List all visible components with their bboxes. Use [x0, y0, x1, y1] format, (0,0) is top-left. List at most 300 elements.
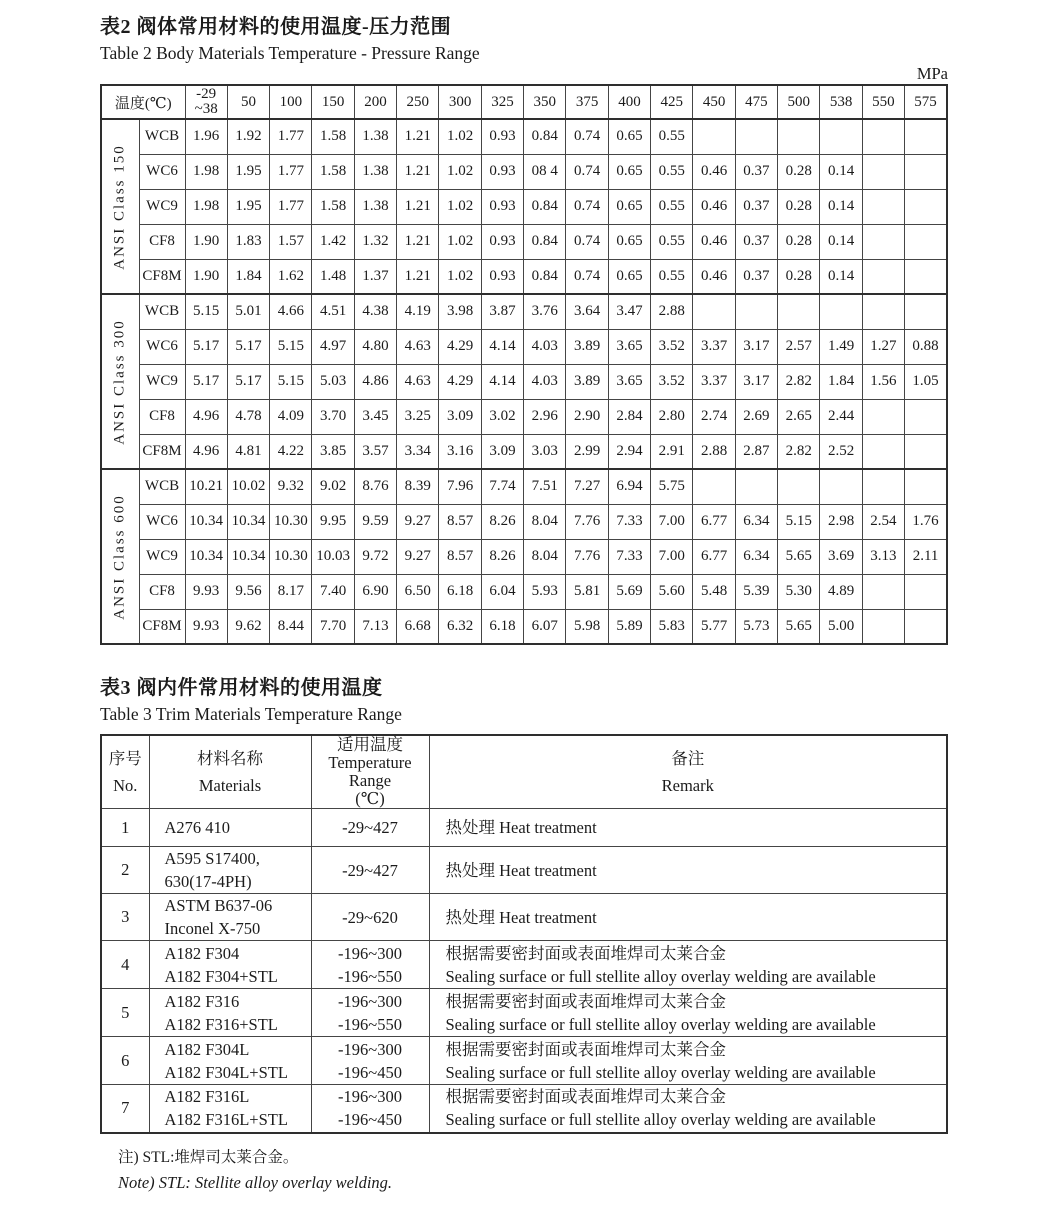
pressure-value: 1.21 — [397, 224, 439, 259]
pressure-value: 0.84 — [524, 119, 566, 154]
pressure-value: 1.77 — [270, 189, 312, 224]
pressure-value: 6.68 — [397, 609, 439, 644]
temp-col-header: 450 — [693, 85, 735, 119]
pressure-value — [820, 294, 862, 329]
pressure-value: 2.69 — [735, 399, 777, 434]
pressure-value: 2.98 — [820, 504, 862, 539]
remark — [429, 809, 947, 847]
remark-line: 根据需要密封面或表面堆焊司太莱合金 — [445, 991, 726, 1011]
row-number: 1 — [101, 809, 149, 847]
table3-row — [101, 894, 947, 941]
pressure-value: 10.34 — [227, 539, 269, 574]
material-line: A182 F304L — [164, 1039, 250, 1059]
material-name: WC6 — [139, 154, 185, 189]
pressure-value: 3.16 — [439, 434, 481, 469]
temperature-range — [311, 1037, 429, 1085]
pressure-value: 0.93 — [481, 259, 523, 294]
pressure-value: 0.14 — [820, 259, 862, 294]
col-header-materials — [149, 735, 311, 809]
temp-col-header: 250 — [397, 85, 439, 119]
pressure-value: 2.82 — [778, 434, 820, 469]
pressure-value: 3.17 — [735, 329, 777, 364]
pressure-value: 0.46 — [693, 189, 735, 224]
pressure-value: 4.03 — [524, 329, 566, 364]
pressure-value: 1.48 — [312, 259, 354, 294]
pressure-value: 0.93 — [481, 189, 523, 224]
pressure-value: 0.55 — [651, 189, 693, 224]
pressure-value: 1.95 — [227, 154, 269, 189]
pressure-value: 7.96 — [439, 469, 481, 504]
pressure-value: 3.70 — [312, 399, 354, 434]
pressure-value: 5.77 — [693, 609, 735, 644]
pressure-value: 3.13 — [862, 539, 904, 574]
pressure-value: 9.32 — [270, 469, 312, 504]
pressure-value: 1.83 — [227, 224, 269, 259]
pressure-value: 0.93 — [481, 119, 523, 154]
pressure-value: 4.80 — [354, 329, 396, 364]
pressure-value — [862, 259, 904, 294]
temperature-range-line: -196~300 — [338, 1087, 402, 1107]
pressure-value: 9.27 — [397, 504, 439, 539]
pressure-value: 8.17 — [270, 574, 312, 609]
temperature-unit-header: 温度(℃) — [101, 85, 185, 119]
pressure-value: 1.27 — [862, 329, 904, 364]
material-names — [149, 1037, 311, 1085]
pressure-value: 0.84 — [524, 189, 566, 224]
pressure-value: 5.17 — [227, 364, 269, 399]
col-header-range-en2: Range — [348, 771, 392, 790]
pressure-value: 0.46 — [693, 224, 735, 259]
pressure-value: 0.84 — [524, 259, 566, 294]
temp-col-header: 500 — [778, 85, 820, 119]
material-line: A182 F316L — [164, 1087, 250, 1107]
pressure-value — [693, 469, 735, 504]
pressure-value: 3.09 — [481, 434, 523, 469]
pressure-value: 0.28 — [778, 154, 820, 189]
pressure-value: 4.29 — [439, 364, 481, 399]
remark-line: 根据需要密封面或表面堆焊司太莱合金 — [445, 1039, 726, 1059]
pressure-value: 0.74 — [566, 259, 608, 294]
pressure-value — [735, 469, 777, 504]
temperature-range-line: -29~620 — [342, 907, 398, 927]
pressure-value: 0.55 — [651, 259, 693, 294]
col-header-range-en3: (℃) — [355, 789, 385, 808]
pressure-value: 5.39 — [735, 574, 777, 609]
temperature-range — [311, 809, 429, 847]
pressure-value: 1.38 — [354, 189, 396, 224]
pressure-value — [905, 399, 947, 434]
pressure-value: 0.74 — [566, 119, 608, 154]
pressure-value — [862, 574, 904, 609]
temp-col-header-line: -29 — [196, 86, 217, 102]
pressure-value: 6.77 — [693, 539, 735, 574]
pressure-value: 3.69 — [820, 539, 862, 574]
pressure-value: 4.22 — [270, 434, 312, 469]
temperature-range-line: -196~550 — [338, 1014, 402, 1034]
pressure-value: 5.15 — [185, 294, 227, 329]
material-names — [149, 989, 311, 1037]
table2-row — [101, 364, 947, 399]
remark-line: Sealing surface or full stellite alloy overlay welding are available — [445, 1110, 876, 1130]
pressure-value: 0.46 — [693, 154, 735, 189]
footnote-zh: 注) STL:堆焊司太莱合金。 — [118, 1148, 299, 1166]
pressure-value: 3.98 — [439, 294, 481, 329]
pressure-value: 3.25 — [397, 399, 439, 434]
pressure-value: 4.38 — [354, 294, 396, 329]
temp-col-header: 375 — [566, 85, 608, 119]
pressure-value — [735, 294, 777, 329]
pressure-value: 5.98 — [566, 609, 608, 644]
pressure-value: 9.95 — [312, 504, 354, 539]
pressure-value: 0.28 — [778, 224, 820, 259]
ansi-class-label-text: ANSI Class 150 — [111, 143, 128, 270]
pressure-value: 8.76 — [354, 469, 396, 504]
row-number: 7 — [101, 1085, 149, 1133]
pressure-value — [905, 189, 947, 224]
temp-col-header: 200 — [354, 85, 396, 119]
temperature-range — [311, 847, 429, 894]
pressure-value — [820, 469, 862, 504]
material-line: A182 F304L+STL — [164, 1062, 288, 1082]
pressure-value: 5.65 — [778, 539, 820, 574]
pressure-value: 1.42 — [312, 224, 354, 259]
pressure-value: 10.34 — [185, 504, 227, 539]
pressure-value: 1.57 — [270, 224, 312, 259]
pressure-value: 3.57 — [354, 434, 396, 469]
table3-title-en: Table 3 Trim Materials Temperature Range — [100, 704, 402, 724]
pressure-value: 1.92 — [227, 119, 269, 154]
table2-row — [101, 329, 947, 364]
pressure-value: 9.56 — [227, 574, 269, 609]
pressure-value — [862, 119, 904, 154]
table2-row — [101, 434, 947, 469]
pressure-value: 1.37 — [354, 259, 396, 294]
pressure-value: 4.78 — [227, 399, 269, 434]
pressure-value: 9.93 — [185, 574, 227, 609]
pressure-value: 6.34 — [735, 504, 777, 539]
pressure-value: 1.21 — [397, 119, 439, 154]
table3-row — [101, 847, 947, 894]
pressure-value: 0.14 — [820, 154, 862, 189]
pressure-value: 6.18 — [481, 609, 523, 644]
ansi-class-label — [101, 119, 139, 294]
table2-row — [101, 259, 947, 294]
ansi-class-label — [101, 469, 139, 644]
pressure-value: 4.19 — [397, 294, 439, 329]
pressure-value: 1.49 — [820, 329, 862, 364]
material-names — [149, 941, 311, 989]
col-header-range-zh: 适用温度 — [337, 735, 403, 754]
pressure-value: 4.81 — [227, 434, 269, 469]
material-name: WCB — [139, 294, 185, 329]
pressure-value: 1.98 — [185, 189, 227, 224]
pressure-value: 3.89 — [566, 364, 608, 399]
col-header-no-zh: 序号 — [108, 749, 142, 768]
temp-col-header: 425 — [651, 85, 693, 119]
pressure-value: 3.52 — [651, 329, 693, 364]
pressure-value: 7.76 — [566, 504, 608, 539]
temperature-range-line: -196~450 — [338, 1110, 402, 1130]
pressure-value: 0.37 — [735, 154, 777, 189]
pressure-value: 2.88 — [651, 294, 693, 329]
pressure-value: 1.84 — [227, 259, 269, 294]
col-header-remark-en: Remark — [661, 776, 714, 795]
table3-row — [101, 1085, 947, 1133]
col-header-materials-en: Materials — [198, 776, 262, 795]
pressure-value: 3.87 — [481, 294, 523, 329]
col-header-remark-zh: 备注 — [671, 749, 705, 768]
pressure-value: 3.37 — [693, 329, 735, 364]
table2-row — [101, 539, 947, 574]
pressure-unit-label: MPa — [916, 64, 948, 83]
pressure-value — [905, 469, 947, 504]
material-line: Inconel X-750 — [164, 919, 261, 938]
pressure-value: 5.17 — [227, 329, 269, 364]
pressure-value: 3.65 — [608, 329, 650, 364]
pressure-value — [778, 294, 820, 329]
material-names — [149, 847, 311, 894]
pressure-value — [862, 189, 904, 224]
pressure-value: 1.05 — [905, 364, 947, 399]
pressure-value: 6.32 — [439, 609, 481, 644]
pressure-value — [693, 294, 735, 329]
remark — [429, 1037, 947, 1085]
material-line: A182 F316L+STL — [164, 1110, 288, 1130]
table3-row — [101, 941, 947, 989]
pressure-value: 5.17 — [185, 329, 227, 364]
table3-header-row — [101, 735, 947, 809]
pressure-value: 0.93 — [481, 224, 523, 259]
pressure-value: 2.57 — [778, 329, 820, 364]
pressure-value: 9.72 — [354, 539, 396, 574]
pressure-value: 3.45 — [354, 399, 396, 434]
material-line: 630(17-4PH) — [164, 872, 252, 891]
pressure-value: 2.82 — [778, 364, 820, 399]
pressure-value: 0.74 — [566, 189, 608, 224]
pressure-value — [862, 294, 904, 329]
temp-col-header: 150 — [312, 85, 354, 119]
pressure-value: 5.15 — [270, 329, 312, 364]
col-header-no — [101, 735, 149, 809]
col-header-materials-zh: 材料名称 — [197, 749, 263, 768]
temp-col-header: 538 — [820, 85, 862, 119]
pressure-value: 0.28 — [778, 189, 820, 224]
pressure-value — [693, 119, 735, 154]
pressure-value: 8.57 — [439, 504, 481, 539]
pressure-value: 0.74 — [566, 224, 608, 259]
material-line: A182 F316 — [164, 991, 240, 1011]
table2-row — [101, 189, 947, 224]
pressure-value: 3.52 — [651, 364, 693, 399]
temp-col-header: 100 — [270, 85, 312, 119]
pressure-value — [862, 434, 904, 469]
pressure-value: 4.97 — [312, 329, 354, 364]
pressure-value: 5.30 — [778, 574, 820, 609]
pressure-value — [778, 119, 820, 154]
pressure-value: 7.74 — [481, 469, 523, 504]
pressure-value: 7.70 — [312, 609, 354, 644]
ansi-class-label-text: ANSI Class 600 — [111, 493, 128, 620]
pressure-value: 8.44 — [270, 609, 312, 644]
table2-row — [101, 154, 947, 189]
pressure-value: 1.56 — [862, 364, 904, 399]
pressure-value: 5.60 — [651, 574, 693, 609]
pressure-value: 6.90 — [354, 574, 396, 609]
pressure-value: 1.76 — [905, 504, 947, 539]
pressure-value: 8.04 — [524, 539, 566, 574]
pressure-value — [862, 609, 904, 644]
material-line: ASTM B637-06 — [164, 896, 273, 915]
pressure-value: 4.63 — [397, 364, 439, 399]
temperature-range — [311, 941, 429, 989]
pressure-value: 1.90 — [185, 259, 227, 294]
remark-line: Sealing surface or full stellite alloy overlay welding are available — [445, 1062, 876, 1082]
pressure-value: 2.44 — [820, 399, 862, 434]
table2-row — [101, 119, 947, 154]
pressure-value: 0.93 — [481, 154, 523, 189]
remark-line: 根据需要密封面或表面堆焊司太莱合金 — [445, 943, 726, 963]
material-line: A595 S17400, — [164, 849, 260, 868]
pressure-value — [820, 119, 862, 154]
trim-materials-table — [100, 734, 948, 1134]
pressure-value: 3.64 — [566, 294, 608, 329]
pressure-value: 8.26 — [481, 504, 523, 539]
remark-line: 热处理 Heat treatment — [445, 860, 597, 880]
pressure-value — [905, 434, 947, 469]
table2-title-zh: 表2 阀体常用材料的使用温度-压力范围 — [100, 16, 452, 38]
pressure-value: 1.58 — [312, 119, 354, 154]
table3-row — [101, 809, 947, 847]
row-number: 4 — [101, 941, 149, 989]
pressure-value: 7.00 — [651, 539, 693, 574]
pressure-value: 2.87 — [735, 434, 777, 469]
pressure-value — [905, 609, 947, 644]
temperature-range-line: -196~450 — [338, 1062, 402, 1082]
pressure-value: 5.00 — [820, 609, 862, 644]
pressure-value: 8.39 — [397, 469, 439, 504]
pressure-value: 0.74 — [566, 154, 608, 189]
ansi-class-label-text: ANSI Class 300 — [111, 318, 128, 445]
pressure-value — [862, 224, 904, 259]
temperature-range-line: -196~550 — [338, 966, 402, 986]
temperature-range — [311, 1085, 429, 1133]
pressure-value: 10.30 — [270, 504, 312, 539]
table2-body — [101, 119, 947, 644]
table2-row — [101, 574, 947, 609]
material-line: A182 F316+STL — [164, 1014, 278, 1034]
pressure-value: 5.01 — [227, 294, 269, 329]
temperature-range-line: -29~427 — [342, 818, 398, 837]
temp-col-header: 350 — [524, 85, 566, 119]
col-header-remark — [429, 735, 947, 809]
pressure-value: 1.02 — [439, 154, 481, 189]
material-name: WC9 — [139, 364, 185, 399]
pressure-value: 5.65 — [778, 609, 820, 644]
pressure-value: 0.84 — [524, 224, 566, 259]
material-name: WC9 — [139, 189, 185, 224]
temp-col-header: 475 — [735, 85, 777, 119]
pressure-value: 4.14 — [481, 329, 523, 364]
pressure-value: 0.55 — [651, 224, 693, 259]
pressure-value: 9.27 — [397, 539, 439, 574]
pressure-value: 1.90 — [185, 224, 227, 259]
pressure-value: 2.74 — [693, 399, 735, 434]
temp-col-header: 325 — [481, 85, 523, 119]
pressure-value: 1.84 — [820, 364, 862, 399]
pressure-value: 2.96 — [524, 399, 566, 434]
pressure-value: 9.59 — [354, 504, 396, 539]
pressure-value: 1.58 — [312, 189, 354, 224]
pressure-value: 4.09 — [270, 399, 312, 434]
pressure-value: 0.14 — [820, 224, 862, 259]
pressure-value: 2.52 — [820, 434, 862, 469]
row-number: 3 — [101, 894, 149, 941]
pressure-value: 5.03 — [312, 364, 354, 399]
pressure-value — [905, 119, 947, 154]
pressure-value: 2.88 — [693, 434, 735, 469]
pressure-value: 2.94 — [608, 434, 650, 469]
pressure-value: 1.62 — [270, 259, 312, 294]
pressure-value: 2.65 — [778, 399, 820, 434]
pressure-value: 6.94 — [608, 469, 650, 504]
ansi-class-label — [101, 294, 139, 469]
pressure-value: 08 4 — [524, 154, 566, 189]
pressure-value: 1.95 — [227, 189, 269, 224]
pressure-value: 1.58 — [312, 154, 354, 189]
temperature-range-line: -29~427 — [342, 860, 398, 880]
temp-col-header — [185, 85, 227, 119]
remark — [429, 894, 947, 941]
pressure-value: 2.80 — [651, 399, 693, 434]
pressure-value: 5.73 — [735, 609, 777, 644]
pressure-value: 6.04 — [481, 574, 523, 609]
table3-body — [101, 809, 947, 1133]
row-number: 6 — [101, 1037, 149, 1085]
pressure-value: 0.55 — [651, 119, 693, 154]
temp-col-header: 300 — [439, 85, 481, 119]
pressure-value: 1.21 — [397, 189, 439, 224]
pressure-value: 1.77 — [270, 154, 312, 189]
table2-row — [101, 294, 947, 329]
pressure-value: 5.15 — [270, 364, 312, 399]
pressure-value: 3.02 — [481, 399, 523, 434]
pressure-value — [735, 119, 777, 154]
pressure-value: 0.28 — [778, 259, 820, 294]
pressure-value — [778, 469, 820, 504]
pressure-value: 0.65 — [608, 119, 650, 154]
table2-row — [101, 399, 947, 434]
pressure-value: 2.99 — [566, 434, 608, 469]
material-name: WCB — [139, 469, 185, 504]
remark-line: Sealing surface or full stellite alloy overlay welding are available — [445, 966, 876, 986]
pressure-value: 10.30 — [270, 539, 312, 574]
table2-title-en: Table 2 Body Materials Temperature - Pressure Range — [100, 43, 480, 63]
pressure-value: 3.89 — [566, 329, 608, 364]
pressure-value — [905, 224, 947, 259]
pressure-value: 7.51 — [524, 469, 566, 504]
pressure-value: 3.76 — [524, 294, 566, 329]
pressure-value: 6.77 — [693, 504, 735, 539]
pressure-value: 0.65 — [608, 189, 650, 224]
temperature-range-line: -196~300 — [338, 991, 402, 1011]
pressure-value: 8.26 — [481, 539, 523, 574]
pressure-value: 4.86 — [354, 364, 396, 399]
pressure-value: 1.02 — [439, 189, 481, 224]
temp-col-header: 550 — [862, 85, 904, 119]
pressure-value: 4.96 — [185, 434, 227, 469]
pressure-value: 1.38 — [354, 119, 396, 154]
table2-header-row — [101, 85, 947, 119]
